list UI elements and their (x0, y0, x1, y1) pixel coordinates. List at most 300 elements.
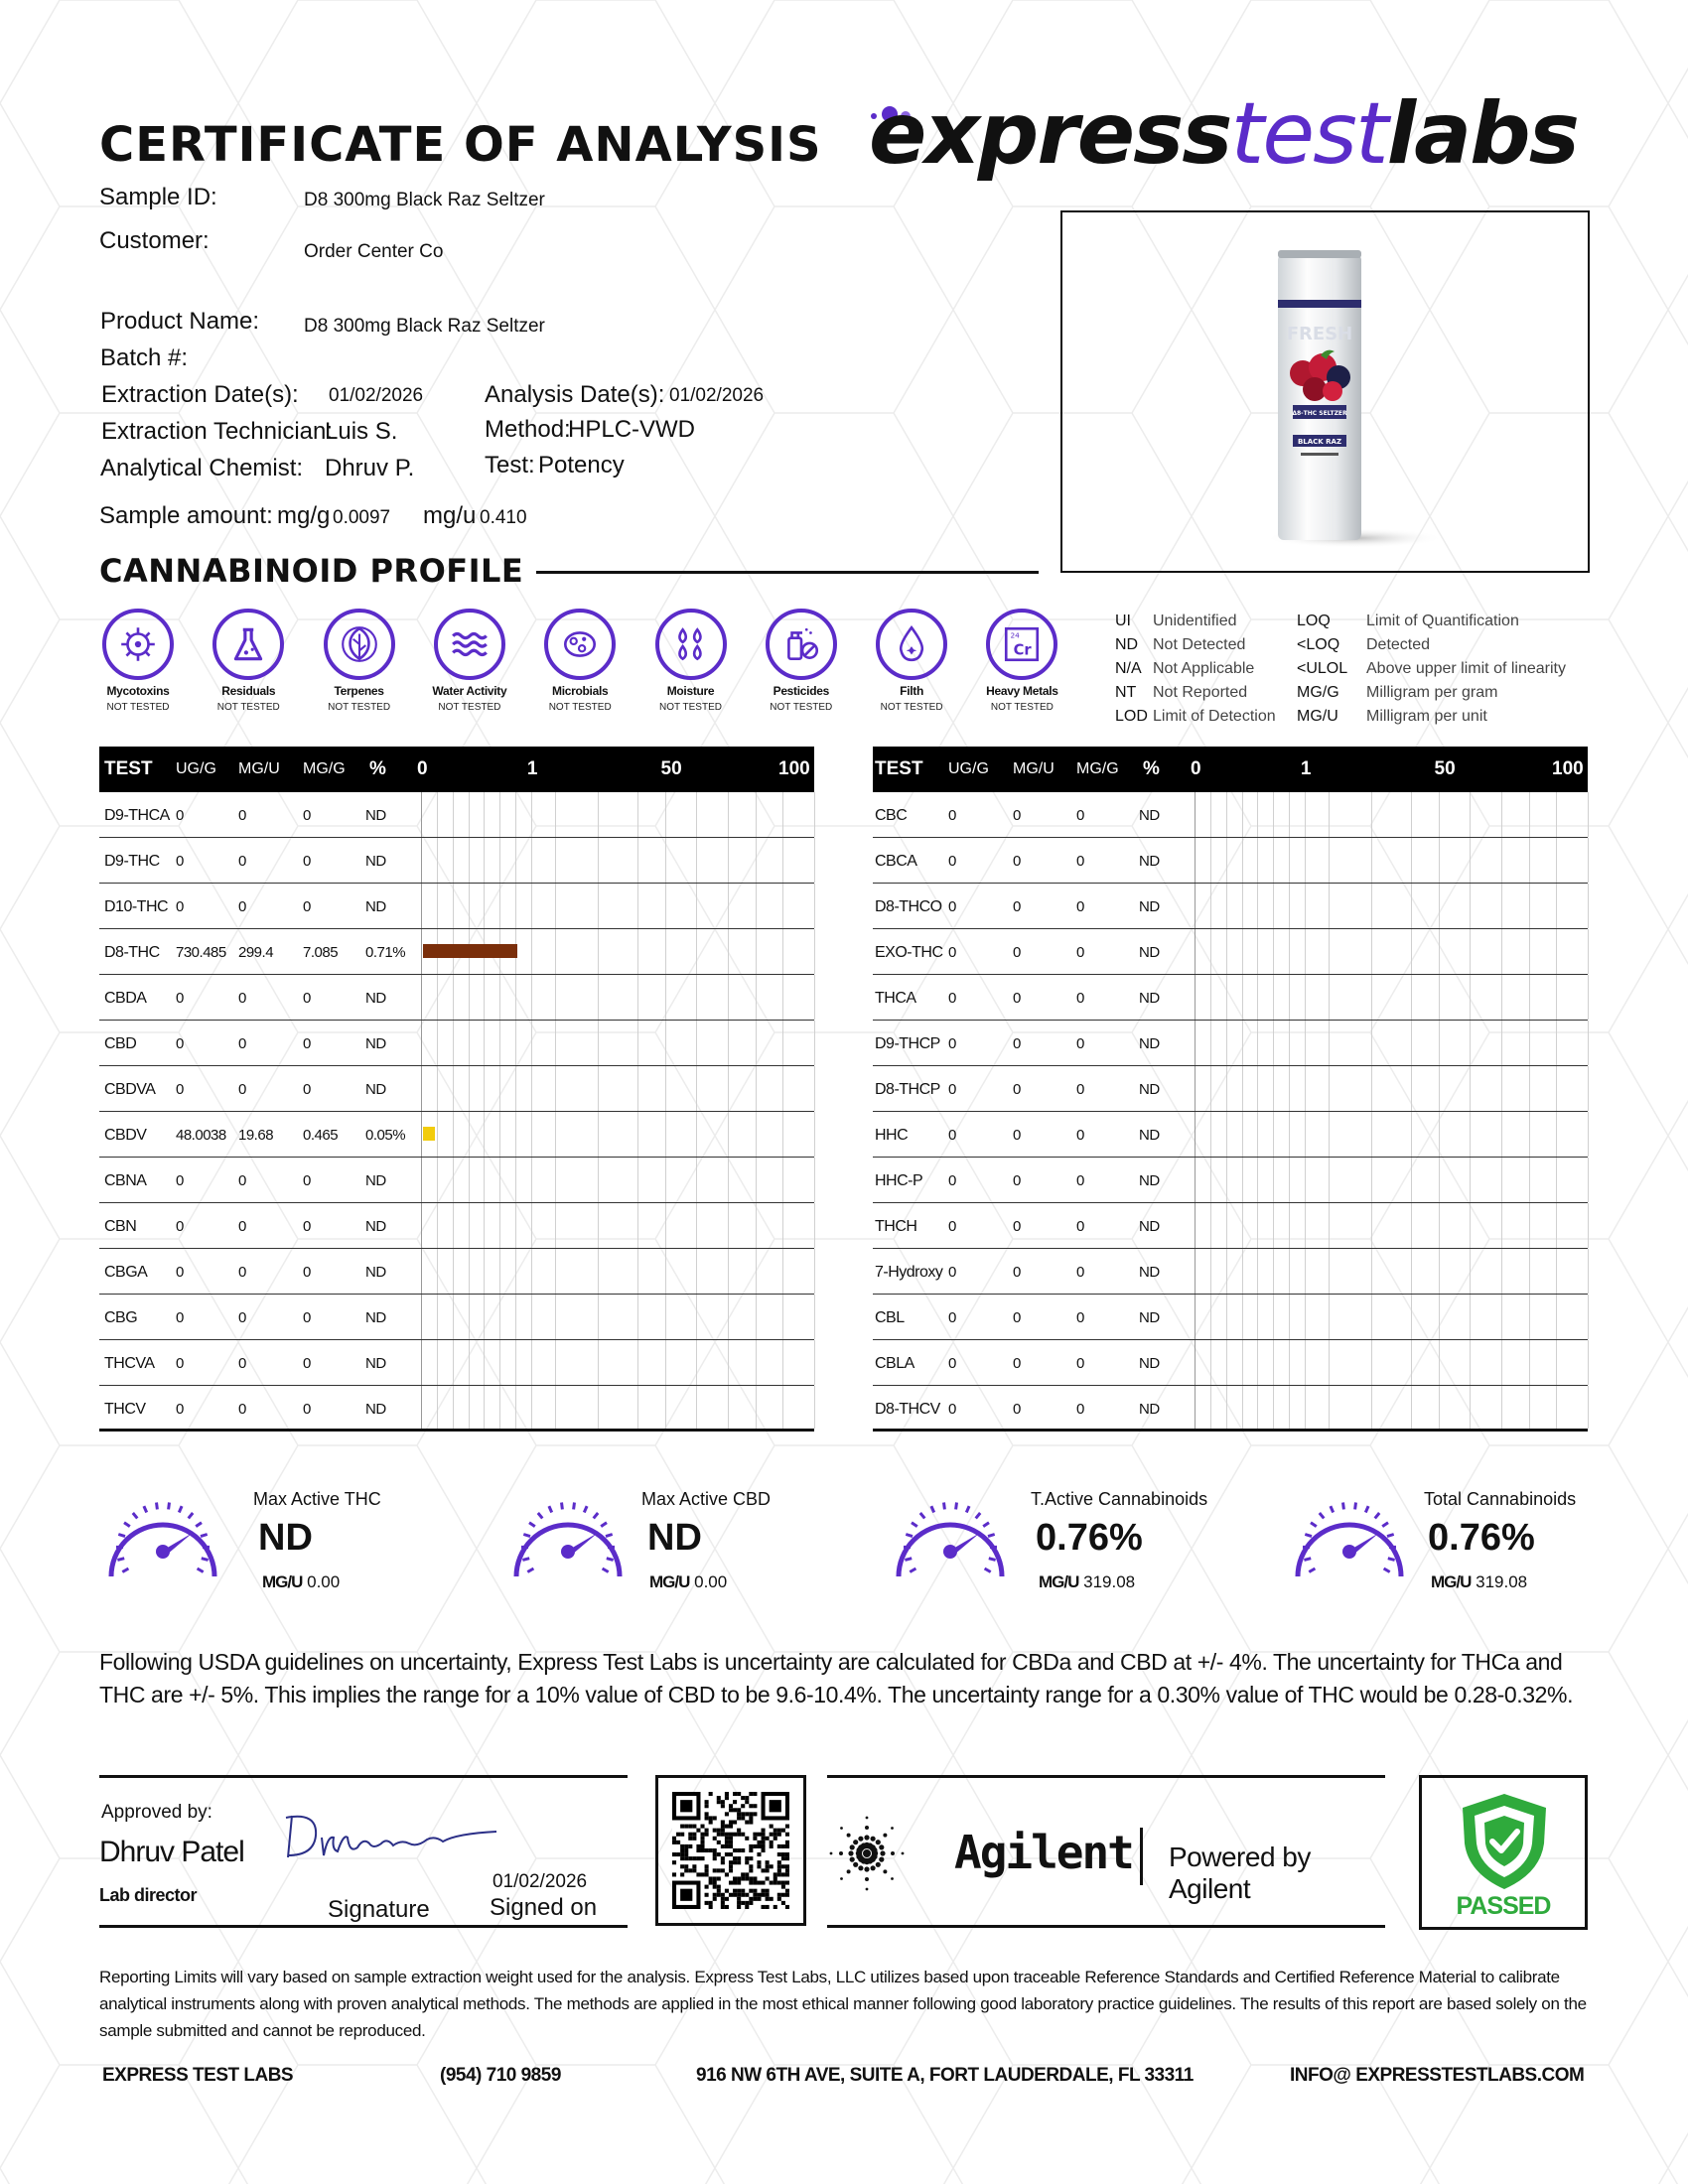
bar-track (421, 1386, 814, 1429)
grid-line (1588, 1295, 1589, 1339)
gauge-label: Total Cannabinoids (1424, 1489, 1577, 1509)
grid-line (1439, 792, 1440, 837)
uncertainty-statement: Following USDA guidelines on uncertainty, Express Test Labs is uncertainty are calculated for CBDa and CBD at +/- 4%. The uncertainty for THCa and THC are +/- 5%. This implies the range for a 10% value of CBD to be 9.6-10.4%. The uncertainty range for a 0.30% value of THC would be 0.28-0.32%. (99, 1649, 1574, 1707)
gauge-unit-value: 319.08 (1476, 1572, 1528, 1591)
svg-text:24: 24 (1010, 630, 1021, 640)
table-row (99, 1021, 814, 1066)
grid-line (499, 884, 500, 928)
grid-line (437, 792, 438, 837)
grid-line (453, 1249, 454, 1294)
mgg-cell: 0 (303, 1355, 311, 1372)
grid-line (1501, 1158, 1502, 1202)
mgg-cell: 0 (303, 807, 311, 824)
grid-line (1242, 884, 1243, 928)
grid-line (1273, 1295, 1274, 1339)
grid-line (1556, 1112, 1557, 1157)
legend-row (1297, 636, 1566, 660)
mgg-cell: 0 (303, 1081, 311, 1098)
grid-line (1470, 975, 1471, 1020)
percent-cell: ND (365, 1401, 386, 1418)
bar-track (1195, 929, 1588, 974)
grid-line (1529, 792, 1530, 837)
bar-track (421, 1158, 814, 1202)
grid-line (637, 884, 638, 928)
grid-line (814, 1386, 815, 1429)
grid-line (453, 884, 454, 928)
grid-line (696, 1066, 697, 1111)
column-header-ugg: UG/G (176, 760, 216, 777)
grid-line (1305, 792, 1306, 837)
legend-abbr: N/A (1115, 660, 1142, 677)
cannabinoid-name: CBLA (875, 1355, 914, 1372)
table-row (873, 1158, 1588, 1203)
logo-word-express: express (869, 84, 1231, 184)
grid-line (1329, 792, 1330, 837)
grid-line (484, 792, 485, 837)
legend-text: Detected (1366, 636, 1431, 653)
grid-line (1556, 792, 1557, 837)
grid-line (1470, 884, 1471, 928)
percent-cell: ND (365, 807, 386, 824)
cannabinoid-name: CBDVA (104, 1081, 156, 1098)
mgg-cell: 0 (303, 1264, 311, 1281)
grid-line (1257, 975, 1258, 1020)
test-category-name: Moisture (666, 684, 715, 698)
grid-line (531, 1386, 532, 1429)
grid-line (469, 1295, 470, 1339)
grid-line (1210, 1203, 1211, 1248)
grid-line (1273, 929, 1274, 974)
grid-line (484, 1203, 485, 1248)
method-value: HPLC-VWD (568, 416, 696, 443)
ugg-cell: 0 (948, 1309, 956, 1326)
grid-line (499, 1203, 500, 1248)
mgu-cell: 0 (1013, 807, 1021, 824)
grid-line (598, 1340, 599, 1385)
test-category-circle (876, 609, 947, 680)
ugg-cell: 0 (176, 990, 184, 1007)
grid-line (1257, 884, 1258, 928)
grid-line (1226, 838, 1227, 883)
grid-line (1273, 1249, 1274, 1294)
grid-line (728, 1066, 729, 1111)
mgg-cell: 0 (1076, 1355, 1084, 1372)
grid-line (756, 884, 757, 928)
grid-line (1371, 1066, 1372, 1111)
gauge-unit (649, 1572, 727, 1592)
grid-line (421, 929, 422, 974)
bar-track (1195, 1249, 1588, 1294)
ugg-cell: 48.0038 (176, 1127, 226, 1144)
grid-line (756, 1203, 757, 1248)
grid-line (782, 1021, 783, 1065)
grid-line (782, 1112, 783, 1157)
grid-line (1439, 1158, 1440, 1202)
flask-icon (227, 623, 269, 665)
grid-line (531, 1295, 532, 1339)
grid-line (637, 1340, 638, 1385)
grid-line (1305, 1066, 1306, 1111)
bar-track (1195, 1066, 1588, 1111)
ugg-cell: 0 (948, 1264, 956, 1281)
grid-line (728, 1203, 729, 1248)
grid-line (1588, 1249, 1589, 1294)
cannabinoid-name: CBG (104, 1309, 138, 1326)
mgu-cell: 0 (1013, 1264, 1021, 1281)
grid-line (637, 975, 638, 1020)
percent-cell: ND (1139, 1127, 1160, 1144)
grid-line (1529, 838, 1530, 883)
grid-line (1226, 884, 1227, 928)
grid-line (1210, 838, 1211, 883)
column-header-pct: % (369, 758, 386, 779)
grid-line (1501, 1340, 1502, 1385)
table-row (873, 792, 1588, 838)
legend-text: Limit of Quantification (1366, 613, 1519, 629)
percent-cell: ND (365, 1081, 386, 1098)
gauge-dial-icon (1291, 1494, 1408, 1583)
grid-line (1411, 929, 1412, 974)
cannabinoid-name: THCVA (104, 1355, 155, 1372)
percent-cell: ND (1139, 898, 1160, 915)
grid-line (782, 1158, 783, 1202)
mgg-label: mg/g (277, 502, 331, 529)
grid-line (437, 838, 438, 883)
grid-line (1305, 1158, 1306, 1202)
column-header-s100: 100 (1552, 758, 1584, 779)
test-category-name: Filth (900, 684, 923, 698)
grid-line (728, 1340, 729, 1385)
grid-line (1371, 1021, 1372, 1065)
grid-line (484, 1295, 485, 1339)
grid-line (1371, 1249, 1372, 1294)
legend-left (1115, 613, 1276, 732)
grid-line (1411, 1386, 1412, 1429)
agilent-block (827, 1775, 1385, 1928)
cannabinoid-name: D9-THCP (875, 1035, 940, 1052)
grid-line (1226, 1386, 1227, 1429)
mgg-cell: 0 (1076, 1264, 1084, 1281)
grid-line (782, 1386, 783, 1429)
grid-line (1439, 1021, 1440, 1065)
mgg-cell: 0 (303, 853, 311, 870)
grid-line (1195, 792, 1196, 837)
grid-line (469, 1112, 470, 1157)
grid-line (1226, 1295, 1227, 1339)
mgu-value: 0.410 (480, 507, 527, 528)
product-photo-frame (1060, 210, 1590, 573)
signed-date: 01/02/2026 (492, 1871, 588, 1892)
ugg-cell: 0 (948, 853, 956, 870)
test-category-status: NOT TESTED (438, 702, 501, 713)
grid-line (531, 1021, 532, 1065)
qr-code-frame[interactable] (655, 1775, 806, 1926)
grid-line (756, 1386, 757, 1429)
grid-line (756, 1112, 757, 1157)
grid-line (469, 1386, 470, 1429)
grid-line (1529, 884, 1530, 928)
mgu-cell: 0 (1013, 898, 1021, 915)
grid-line (665, 1021, 666, 1065)
grid-line (1529, 1112, 1530, 1157)
percent-cell: ND (1139, 1401, 1160, 1418)
grid-line (1371, 975, 1372, 1020)
grid-line (453, 838, 454, 883)
extraction-date-label: Extraction Date(s): (101, 381, 299, 408)
grid-line (1273, 1021, 1274, 1065)
percent-bar (423, 944, 517, 958)
grid-line (555, 838, 556, 883)
mgg-cell: 0 (303, 1309, 311, 1326)
sample-amount-label: Sample amount: (99, 502, 273, 529)
gauge-unit (262, 1572, 340, 1592)
legend-row (1115, 660, 1276, 684)
cannabinoid-name: CBD (104, 1035, 137, 1052)
ugg-cell: 0 (948, 990, 956, 1007)
grid-line (1588, 975, 1589, 1020)
gauge-unit-value: 319.08 (1083, 1572, 1136, 1591)
cannabinoid-name: D9-THC (104, 853, 160, 870)
bar-track (421, 1203, 814, 1248)
table-row (99, 929, 814, 975)
grid-line (499, 1112, 500, 1157)
ugg-cell: 0 (948, 1401, 956, 1418)
mgu-cell: 0 (238, 1355, 246, 1372)
grid-line (1588, 838, 1589, 883)
grid-line (469, 1340, 470, 1385)
mgu-cell: 0 (238, 1309, 246, 1326)
grid-line (728, 1295, 729, 1339)
table-row (873, 1340, 1588, 1386)
grid-line (665, 975, 666, 1020)
grid-line (637, 1112, 638, 1157)
grid-line (1273, 838, 1274, 883)
grid-line (1305, 1021, 1306, 1065)
percent-cell: 0.05% (365, 1127, 406, 1144)
grid-line (1257, 929, 1258, 974)
grid-line (515, 1249, 516, 1294)
grid-line (782, 1295, 783, 1339)
test-category-status: NOT TESTED (328, 702, 391, 713)
mgu-cell: 0 (1013, 990, 1021, 1007)
bar-track (421, 1112, 814, 1157)
grid-line (1226, 1340, 1227, 1385)
cannabinoid-name: 7-Hydroxy (875, 1264, 943, 1281)
grid-line (469, 884, 470, 928)
grid-line (637, 1295, 638, 1339)
grid-line (814, 884, 815, 928)
grid-line (1329, 838, 1330, 883)
cannabinoid-name: D9-THCA (104, 807, 170, 824)
grid-line (421, 838, 422, 883)
footer-email[interactable]: INFO@ EXPRESSTESTLABS.COM (1290, 2065, 1585, 2086)
grid-line (1257, 1112, 1258, 1157)
grid-line (1411, 975, 1412, 1020)
grid-line (1257, 792, 1258, 837)
grid-line (756, 975, 757, 1020)
grid-line (484, 1158, 485, 1202)
grid-line (1305, 975, 1306, 1020)
grid-line (484, 975, 485, 1020)
bar-track (421, 1249, 814, 1294)
grid-line (1210, 884, 1211, 928)
can-flavor-text: BLACK RAZ (1297, 438, 1342, 446)
signature-image (278, 1808, 506, 1877)
grid-line (1329, 1249, 1330, 1294)
grid-line (515, 1158, 516, 1202)
footer-phone[interactable]: (954) 710 9859 (440, 2065, 561, 2086)
grid-line (1529, 975, 1530, 1020)
grid-line (515, 1340, 516, 1385)
document-title: CERTIFICATE OF ANALYSIS (99, 117, 822, 173)
grid-line (1588, 1066, 1589, 1111)
grid-line (1210, 792, 1211, 837)
grid-line (1501, 975, 1502, 1020)
mycotoxins-icon (117, 623, 159, 665)
sample-id-value: D8 300mg Black Raz Seltzer (304, 190, 545, 210)
test-category-heavy-metals (972, 609, 1071, 713)
percent-cell: ND (1139, 1035, 1160, 1052)
grid-line (1242, 975, 1243, 1020)
grid-line (1257, 1340, 1258, 1385)
mgg-cell: 0 (303, 990, 311, 1007)
approver-name: Dhruv Patel (99, 1836, 244, 1868)
grid-line (499, 838, 500, 883)
reporting-limits-note: Reporting Limits will vary based on sample extraction weight used for the analysis. Express Test Labs, LLC utilizes based upon traceable Reference Standards and Certified Reference Material to calibrate analytical instruments along with proven analytical methods. The methods are applied in the most ethical manner following good laboratory practice guidelines. The results of this report are based solely on the sample submitted and cannot be reproduced. (99, 1968, 1587, 2040)
grid-line (469, 1158, 470, 1202)
table-row (873, 1021, 1588, 1066)
grid-line (1470, 1112, 1471, 1157)
mgu-cell: 0 (238, 1218, 246, 1235)
legend-text: Milligram per gram (1366, 684, 1498, 701)
grid-line (782, 1340, 783, 1385)
bar-track (1195, 1112, 1588, 1157)
mgu-cell: 0 (1013, 1355, 1021, 1372)
ugg-cell: 0 (948, 944, 956, 961)
ugg-cell: 0 (948, 1081, 956, 1098)
gauge-dial (892, 1494, 1009, 1588)
grid-line (1439, 929, 1440, 974)
percent-cell: ND (1139, 1309, 1160, 1326)
gauge-unit-value: 0.00 (694, 1572, 728, 1591)
mgu-cell: 0 (238, 990, 246, 1007)
grid-line (1371, 929, 1372, 974)
grid-line (814, 1203, 815, 1248)
grid-line (1501, 1249, 1502, 1294)
table-row (99, 975, 814, 1021)
grid-line (814, 1021, 815, 1065)
gauge-label: Max Active THC (253, 1489, 381, 1509)
percent-cell: ND (365, 853, 386, 870)
grid-line (728, 1112, 729, 1157)
grid-line (696, 1021, 697, 1065)
test-category-name: Pesticides (773, 684, 829, 698)
grid-line (696, 929, 697, 974)
grid-line (421, 1295, 422, 1339)
extraction-date-value: 01/02/2026 (329, 385, 424, 406)
grid-line (1242, 1295, 1243, 1339)
legend-right (1297, 613, 1566, 732)
mgg-cell: 0 (1076, 1309, 1084, 1326)
mgu-cell: 0 (238, 1035, 246, 1052)
product-name-value: D8 300mg Black Raz Seltzer (304, 316, 545, 337)
mgu-cell: 0 (238, 1172, 246, 1189)
ugg-cell: 730.485 (176, 944, 226, 961)
grid-line (515, 792, 516, 837)
footer-company: EXPRESS TEST LABS (102, 2065, 294, 2086)
grid-line (1273, 975, 1274, 1020)
grid-line (1501, 1386, 1502, 1429)
grid-line (421, 1249, 422, 1294)
grid-line (1470, 1066, 1471, 1111)
grid-line (665, 929, 666, 974)
gauge-unit (1431, 1572, 1527, 1592)
grid-line (1470, 929, 1471, 974)
mgg-cell: 0 (1076, 898, 1084, 915)
grid-line (531, 1249, 532, 1294)
grid-line (1226, 1066, 1227, 1111)
bar-track (421, 838, 814, 883)
grid-line (1210, 1386, 1211, 1429)
grid-line (598, 1295, 599, 1339)
grid-line (469, 1203, 470, 1248)
grid-line (1289, 1249, 1290, 1294)
grid-line (469, 1021, 470, 1065)
test-category-filth (862, 609, 961, 713)
table-row (99, 1340, 814, 1386)
grid-line (453, 1112, 454, 1157)
grid-line (1588, 1386, 1589, 1429)
profile-title: CANNABINOID PROFILE (99, 552, 524, 590)
grid-line (814, 838, 815, 883)
mgu-cell: 0 (1013, 944, 1021, 961)
cannabinoid-name: THCV (104, 1401, 146, 1418)
gauge-unit-label: MG/U (1431, 1572, 1472, 1591)
grid-line (1501, 792, 1502, 837)
bar-track (421, 1295, 814, 1339)
grid-line (1210, 1249, 1211, 1294)
grid-line (437, 1021, 438, 1065)
grid-line (1242, 1340, 1243, 1385)
gauge-dial-icon (509, 1494, 627, 1583)
grid-line (1411, 1340, 1412, 1385)
grid-line (756, 838, 757, 883)
grid-line (1411, 838, 1412, 883)
gauge-dial (104, 1494, 221, 1588)
grid-line (1470, 838, 1471, 883)
legend-abbr: <LOQ (1297, 636, 1340, 653)
chemist-value: Dhruv P. (325, 455, 415, 481)
grid-line (1411, 1112, 1412, 1157)
mgg-cell: 0 (1076, 1401, 1084, 1418)
gauge-label: T.Active Cannabinoids (1031, 1489, 1208, 1509)
grid-line (453, 975, 454, 1020)
percent-cell: ND (365, 898, 386, 915)
ugg-cell: 0 (176, 1172, 184, 1189)
grid-line (728, 1021, 729, 1065)
grid-line (1289, 1112, 1290, 1157)
table-row (873, 1066, 1588, 1112)
test-category-status: NOT TESTED (548, 702, 612, 713)
grid-line (756, 929, 757, 974)
ugg-cell: 0 (948, 898, 956, 915)
grid-line (1226, 1112, 1227, 1157)
test-category-name: Heavy Metals (986, 684, 1058, 698)
grid-line (1371, 1203, 1372, 1248)
table-header (873, 747, 1588, 792)
grid-line (1411, 884, 1412, 928)
test-category-status: NOT TESTED (106, 702, 170, 713)
